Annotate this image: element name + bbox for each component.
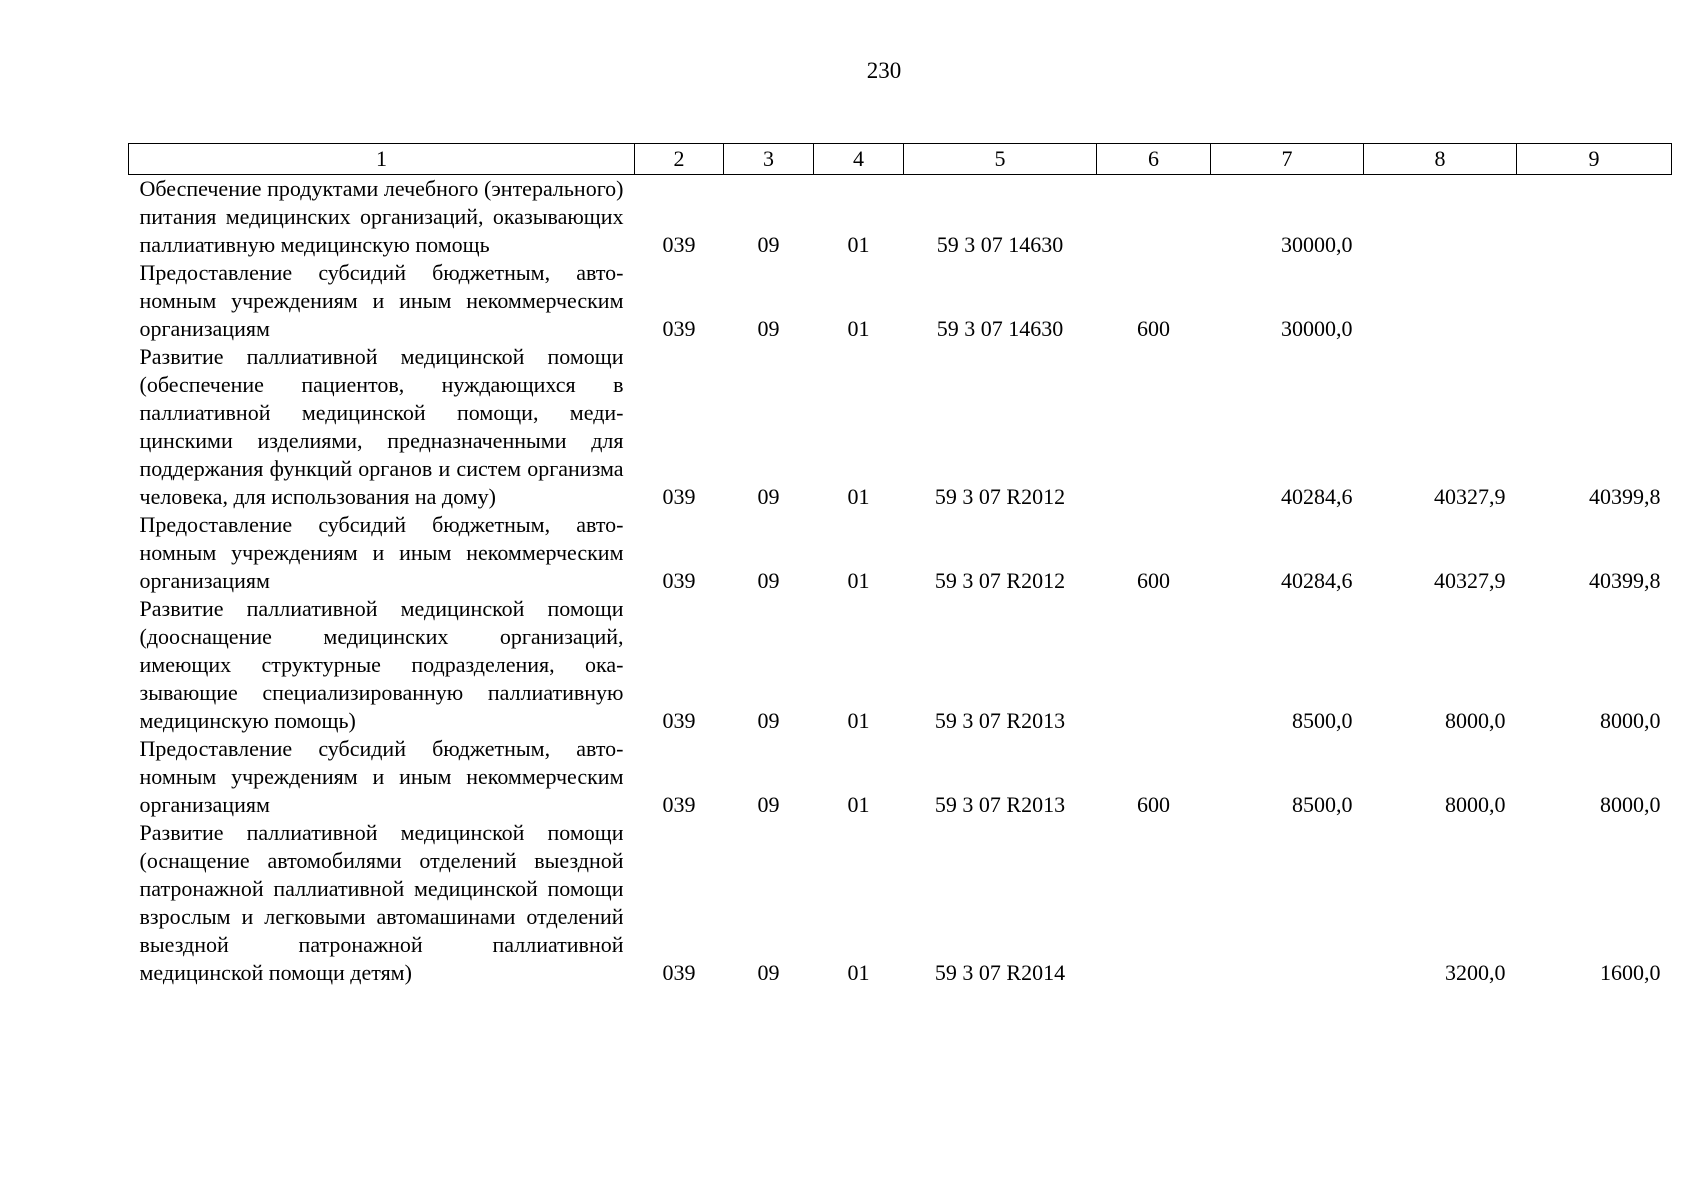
row-section: 09 — [757, 316, 780, 341]
row-grbs: 039 — [662, 708, 696, 733]
header-col-1: 1 — [129, 144, 635, 175]
row-amount-col9 — [1517, 259, 1672, 343]
row-target-code: 59 3 07 R2013 — [934, 708, 1066, 733]
row-section: 09 — [757, 960, 780, 985]
row-amount-col9 — [1517, 175, 1672, 260]
row-section: 09 — [757, 232, 780, 257]
header-col-6: 6 — [1097, 144, 1211, 175]
row-expense-type: 600 — [1137, 792, 1170, 817]
table-row — [129, 175, 1672, 260]
table-row — [129, 819, 1672, 987]
row-name: Предоставление субсидий бюджетным, автономным учреждениям и иным некоммерческим организациям — [139, 260, 624, 341]
row-amount-col9: 8000,0 — [1600, 708, 1661, 733]
row-amount-col7: 30000,0 — [1281, 232, 1353, 257]
row-amount-col8 — [1364, 175, 1517, 260]
header-col-4: 4 — [814, 144, 904, 175]
table-row — [129, 259, 1672, 343]
row-expense-type — [1097, 595, 1211, 735]
row-amount-col8: 40327,9 — [1434, 484, 1506, 509]
row-target-code: 59 3 07 R2013 — [934, 792, 1066, 817]
row-grbs: 039 — [662, 232, 696, 257]
row-amount-col7: 8500,0 — [1292, 792, 1353, 817]
row-subsection: 01 — [847, 792, 870, 817]
header-col-8: 8 — [1364, 144, 1517, 175]
row-amount-col9: 1600,0 — [1600, 960, 1661, 985]
table-row — [129, 735, 1672, 819]
row-amount-col9: 40399,8 — [1589, 484, 1661, 509]
row-amount-col7 — [1211, 819, 1364, 987]
row-section: 09 — [757, 708, 780, 733]
row-amount-col8: 8000,0 — [1445, 792, 1506, 817]
row-amount-col9: 40399,8 — [1589, 568, 1661, 593]
row-expense-type: 600 — [1137, 316, 1170, 341]
row-amount-col8: 40327,9 — [1434, 568, 1506, 593]
page-number: 230 — [866, 58, 902, 83]
row-name: Обеспечение продуктами лечебного (энтерального) питания медицинских организаций, оказывающих паллиативную медицинскую помощь — [139, 176, 624, 257]
row-amount-col7: 8500,0 — [1292, 708, 1353, 733]
row-subsection: 01 — [847, 960, 870, 985]
header-col-7: 7 — [1211, 144, 1364, 175]
row-target-code: 59 3 07 14630 — [936, 232, 1064, 257]
row-subsection: 01 — [847, 484, 870, 509]
row-subsection: 01 — [847, 316, 870, 341]
row-target-code: 59 3 07 14630 — [936, 316, 1064, 341]
row-name: Предоставление субсидий бюджетным, автономным учреждениям и иным некоммерческим организациям — [139, 512, 624, 593]
header-col-9: 9 — [1517, 144, 1672, 175]
row-name: Предоставление субсидий бюджетным, автономным учреждениям и иным некоммерческим организациям — [139, 736, 624, 817]
row-amount-col8: 8000,0 — [1445, 708, 1506, 733]
row-target-code: 59 3 07 R2014 — [934, 960, 1066, 985]
row-subsection: 01 — [847, 708, 870, 733]
header-col-5: 5 — [904, 144, 1097, 175]
row-subsection: 01 — [847, 568, 870, 593]
row-amount-col8: 3200,0 — [1445, 960, 1506, 985]
row-amount-col7: 40284,6 — [1281, 568, 1353, 593]
table-row — [129, 595, 1672, 735]
header-row — [129, 144, 1672, 175]
header-col-2: 2 — [635, 144, 724, 175]
row-name: Развитие паллиативной медицинской помощи (обеспечение пациентов, нуждающихся в паллиативной медицинской помощи, медицинскими изделиями, предназначенными для поддержания функций органов и систем организма человека, для использования на дому) — [139, 344, 624, 509]
row-amount-col8 — [1364, 259, 1517, 343]
row-expense-type — [1097, 819, 1211, 987]
row-section: 09 — [757, 792, 780, 817]
row-amount-col7: 40284,6 — [1281, 484, 1353, 509]
row-grbs: 039 — [662, 960, 696, 985]
row-amount-col9: 8000,0 — [1600, 792, 1661, 817]
row-name: Развитие паллиативной медицинской помощи (дооснащение медицинских организаций, имеющих структурные подразделения, оказывающие специализированную паллиативную медицинскую помощь) — [139, 596, 624, 733]
row-section: 09 — [757, 568, 780, 593]
row-expense-type — [1097, 175, 1211, 260]
row-name: Развитие паллиативной медицинской помощи (оснащение автомобилями отделений выездной патронажной паллиативной медицинской помощи взрослым и легковыми автомашинами отделений выездной патронажной паллиативной медицинской помощи детям) — [139, 820, 624, 985]
row-subsection: 01 — [847, 232, 870, 257]
row-grbs: 039 — [662, 792, 696, 817]
row-target-code: 59 3 07 R2012 — [934, 568, 1066, 593]
row-grbs: 039 — [662, 568, 696, 593]
row-section: 09 — [757, 484, 780, 509]
row-expense-type: 600 — [1137, 568, 1170, 593]
row-grbs: 039 — [662, 484, 696, 509]
row-grbs: 039 — [662, 316, 696, 341]
table-row — [129, 343, 1672, 511]
table-row — [129, 511, 1672, 595]
header-col-3: 3 — [724, 144, 814, 175]
budget-table — [128, 143, 1672, 987]
row-expense-type — [1097, 343, 1211, 511]
row-amount-col7: 30000,0 — [1281, 316, 1353, 341]
row-target-code: 59 3 07 R2012 — [934, 484, 1066, 509]
